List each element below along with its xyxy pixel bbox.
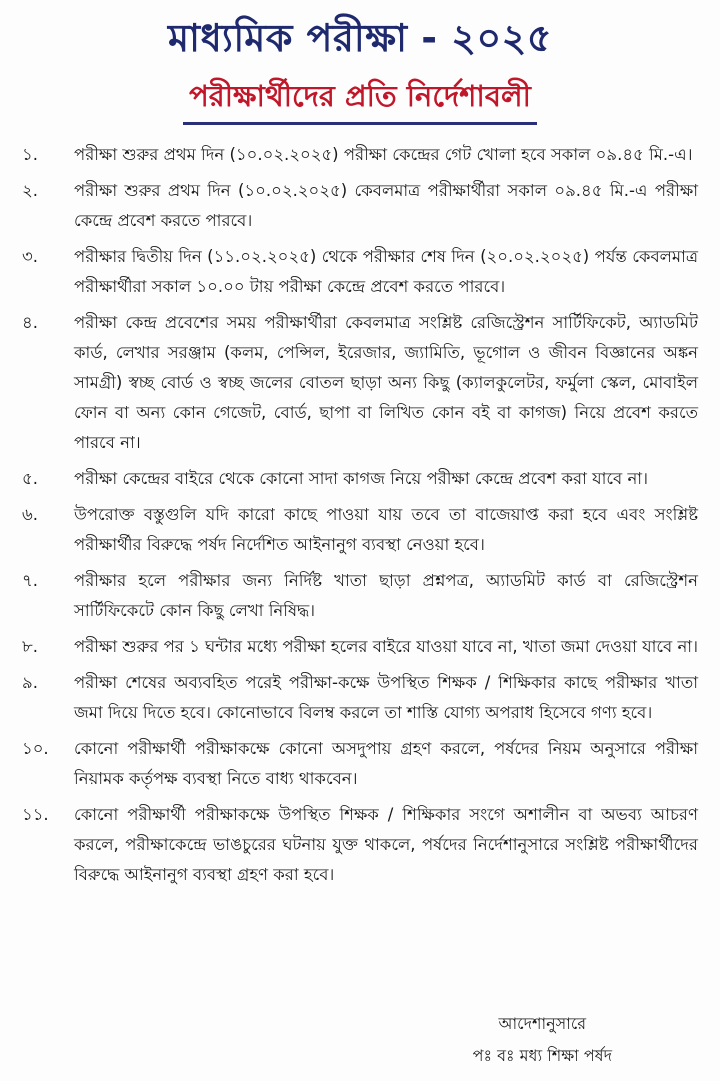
instruction-item — [22, 140, 698, 170]
instruction-text: পরীক্ষা কেন্দ্র প্রবেশের সময় পরীক্ষার্থীরা কেবলমাত্র সংশ্লিষ্ট রেজিস্ট্রেশন সার্টিফিকেট, অ্যাডমিট কার্ড, লেখার সরঞ্জাম (কলম, পেন্সিল, ইরেজার, জ্যামিতি, ভূগোল ও জীবন বিজ্ঞানের অঙ্কন সামগ্রী) স্বচ্ছ বোর্ড ও স্বচ্ছ জলের বোতল ছাড়া অন্য কিছু (ক্যালকুলেটর, ফর্মুলা স্কেল, মোবাইল ফোন বা অন্য কোন গেজেট, বোর্ড, ছাপা বা লিখিত কোন বই বা কাগজ) নিয়ে প্রবেশ করতে পারবে না। — [74, 313, 698, 452]
instruction-text: কোনো পরীক্ষার্থী পরীক্ষাকক্ষে কোনো অসদুপায় গ্রহণ করলে, পর্ষদের নিয়ম অনুসারে পরীক্ষা নিয়ামক কর্তৃপক্ষ ব্যবস্থা নিতে বাধ্য থাকবেন। — [74, 739, 698, 788]
instruction-number: ১০. — [22, 739, 49, 758]
instruction-number: ৭. — [22, 571, 38, 590]
instruction-text: পরীক্ষা শুরুর প্রথম দিন (১০.০২.২০২৫) কেবলমাত্র পরীক্ষার্থীরা সকাল ০৯.৪৫ মি.-এ পরীক্ষা কেন্দ্রে প্রবেশ করতে পারবে। — [74, 181, 698, 230]
subtitle-wrap — [22, 74, 698, 130]
instruction-item — [22, 242, 698, 302]
instruction-text: পরীক্ষা শুরুর পর ১ ঘন্টার মধ্যে পরীক্ষা হলের বাইরে যাওয়া যাবে না, খাতা জমা দেওয়া যাবে না। — [74, 637, 698, 656]
page-subtitle: পরীক্ষার্থীদের প্রতি নির্দেশাবলী — [183, 74, 537, 125]
page-title: মাধ্যমিক পরীক্ষা - ২০২৫ — [167, 16, 553, 60]
instruction-item — [22, 800, 698, 890]
signoff-board-name: পঃ বঃ মধ্য শিক্ষা পর্ষদ — [472, 1046, 612, 1065]
instruction-number: ১১. — [22, 805, 49, 824]
instruction-item — [22, 500, 698, 560]
instruction-text: কোনো পরীক্ষার্থী পরীক্ষাকক্ষে উপস্থিত শিক্ষক / শিক্ষিকার সংগে অশালীন বা অভব্য আচরণ করলে, পরীক্ষাকেন্দ্রে ভাঙচুরের ঘটনায় যুক্ত থাকলে, পর্ষদের নির্দেশানুসারে সংশ্লিষ্ট পরীক্ষার্থীদের বিরুদ্ধে আইনানুগ ব্যবস্থা গ্রহণ করা হবে। — [74, 805, 698, 884]
instruction-list — [22, 140, 698, 890]
instruction-item — [22, 632, 698, 662]
instruction-number: ৫. — [22, 469, 38, 488]
instruction-item — [22, 734, 698, 794]
instruction-number: ৯. — [22, 673, 38, 692]
instruction-item — [22, 668, 698, 728]
instruction-number: ২. — [22, 181, 38, 200]
instruction-text: পরীক্ষার হলে পরীক্ষার জন্য নির্দিষ্ট খাতা ছাড়া প্রশ্নপত্র, অ্যাডমিট কার্ড বা রেজিস্ট্রেশন সার্টিফিকেটে কোন কিছু লেখা নিষিদ্ধ। — [74, 571, 698, 620]
instruction-text: উপরোক্ত বস্তুগুলি যদি কারো কাছে পাওয়া যায় তবে তা বাজেয়াপ্ত করা হবে এবং সংশ্লিষ্ট পরীক্ষার্থীর বিরুদ্ধে পর্ষদ নির্দেশিত আইনানুগ ব্যবস্থা নেওয়া হবে। — [74, 505, 698, 554]
instruction-text: পরীক্ষা শেষের অব্যবহিত পরেই পরীক্ষা-কক্ষে উপস্থিত শিক্ষক / শিক্ষিকার কাছে পরীক্ষার খাতা জমা দিয়ে দিতে হবে। কোনোভাবে বিলম্ব করলে তা শাস্তি যোগ্য অপরাধ হিসেবে গণ্য হবে। — [74, 673, 698, 722]
signoff — [473, 1008, 612, 1072]
instruction-text: পরীক্ষার দ্বিতীয় দিন (১১.০২.২০২৫) থেকে পরীক্ষার শেষ দিন (২০.০২.২০২৫) পর্যন্ত কেবলমাত্র পরীক্ষার্থীরা সকাল ১০.০০ টায় পরীক্ষা কেন্দ্রে প্রবেশ করতে পারবে। — [74, 247, 698, 296]
instruction-item — [22, 176, 698, 236]
instruction-item — [22, 308, 698, 458]
instruction-text: পরীক্ষা কেন্দ্রের বাইরে থেকে কোনো সাদা কাগজ নিয়ে পরীক্ষা কেন্দ্রে প্রবেশ করা যাবে না। — [74, 469, 648, 488]
instruction-number: ৩. — [22, 247, 38, 266]
instruction-text: পরীক্ষা শুরুর প্রথম দিন (১০.০২.২০২৫) পরীক্ষা কেন্দ্রের গেট খোলা হবে সকাল ০৯.৪৫ মি.-এ। — [74, 145, 693, 164]
instruction-item — [22, 464, 698, 494]
instruction-number: ১. — [22, 145, 38, 164]
instruction-number: ৮. — [22, 637, 38, 656]
signoff-order-line: আদেশানুসারে — [498, 1014, 587, 1033]
instruction-number: ৪. — [22, 313, 38, 332]
instruction-item — [22, 566, 698, 626]
instruction-number: ৬. — [22, 505, 38, 524]
